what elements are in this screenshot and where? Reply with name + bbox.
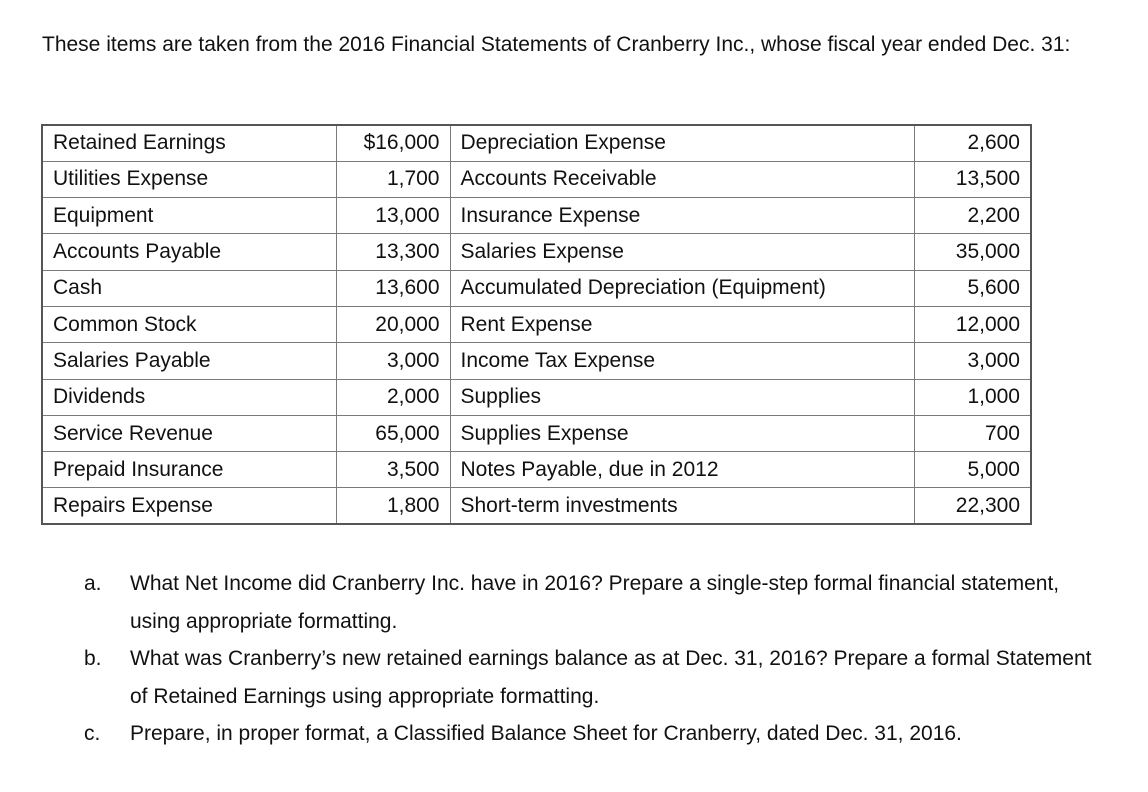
- question-c: [84, 715, 1094, 753]
- item-label: Supplies Expense: [450, 415, 914, 451]
- table-row: [42, 198, 1031, 234]
- item-value: 13,300: [336, 234, 450, 270]
- item-value: 2,600: [914, 125, 1031, 161]
- item-value: 3,500: [336, 452, 450, 488]
- question-a: [84, 565, 1094, 640]
- item-label: Salaries Expense: [450, 234, 914, 270]
- table-row: [42, 452, 1031, 488]
- item-value: 13,500: [914, 161, 1031, 197]
- item-label: Income Tax Expense: [450, 343, 914, 379]
- questions-list: [84, 565, 1094, 753]
- table-row: [42, 379, 1031, 415]
- question-letter: c.: [84, 722, 101, 745]
- item-value: 20,000: [336, 306, 450, 342]
- item-value: 22,300: [914, 488, 1031, 524]
- question-text: What was Cranberry’s new retained earnings balance as at Dec. 31, 2016? Prepare a formal Statement of Retained Earnings using appropriate formatting.: [130, 647, 1092, 708]
- item-value: 2,000: [336, 379, 450, 415]
- item-label: Depreciation Expense: [450, 125, 914, 161]
- question-text: What Net Income did Cranberry Inc. have in 2016? Prepare a single-step formal financial statement, using appropriate formatting.: [130, 572, 1060, 633]
- item-value: 5,600: [914, 270, 1031, 306]
- item-label: Accounts Payable: [42, 234, 336, 270]
- intro-text: These items are taken from the 2016 Financial Statements of Cranberry Inc., whose fiscal year ended Dec. 31:: [42, 33, 1071, 56]
- item-label: Insurance Expense: [450, 198, 914, 234]
- item-value: 12,000: [914, 306, 1031, 342]
- item-label: Equipment: [42, 198, 336, 234]
- financial-items-table: [41, 124, 1032, 525]
- table-row: [42, 234, 1031, 270]
- item-label: Retained Earnings: [42, 125, 336, 161]
- item-value: 1,800: [336, 488, 450, 524]
- item-label: Accumulated Depreciation (Equipment): [450, 270, 914, 306]
- item-value: 35,000: [914, 234, 1031, 270]
- item-label: Common Stock: [42, 306, 336, 342]
- item-value: 1,000: [914, 379, 1031, 415]
- item-label: Dividends: [42, 379, 336, 415]
- item-label: Rent Expense: [450, 306, 914, 342]
- item-label: Repairs Expense: [42, 488, 336, 524]
- item-value: 3,000: [914, 343, 1031, 379]
- item-value: 2,200: [914, 198, 1031, 234]
- item-value: 65,000: [336, 415, 450, 451]
- table-row: [42, 488, 1031, 524]
- item-label: Short-term investments: [450, 488, 914, 524]
- item-value: 13,600: [336, 270, 450, 306]
- item-label: Service Revenue: [42, 415, 336, 451]
- question-letter: b.: [84, 647, 102, 670]
- question-letter: a.: [84, 572, 102, 595]
- table-row: [42, 161, 1031, 197]
- table-row: [42, 415, 1031, 451]
- item-label: Salaries Payable: [42, 343, 336, 379]
- item-label: Utilities Expense: [42, 161, 336, 197]
- item-value: $16,000: [336, 125, 450, 161]
- table-row: [42, 306, 1031, 342]
- table-row: [42, 343, 1031, 379]
- item-label: Accounts Receivable: [450, 161, 914, 197]
- item-value: 3,000: [336, 343, 450, 379]
- question-b: [84, 640, 1094, 715]
- item-label: Supplies: [450, 379, 914, 415]
- item-value: 13,000: [336, 198, 450, 234]
- item-label: Prepaid Insurance: [42, 452, 336, 488]
- item-label: Notes Payable, due in 2012: [450, 452, 914, 488]
- question-text: Prepare, in proper format, a Classified Balance Sheet for Cranberry, dated Dec. 31, 2016.: [130, 722, 962, 745]
- item-label: Cash: [42, 270, 336, 306]
- item-value: 5,000: [914, 452, 1031, 488]
- table-row: [42, 125, 1031, 161]
- table-row: [42, 270, 1031, 306]
- item-value: 1,700: [336, 161, 450, 197]
- item-value: 700: [914, 415, 1031, 451]
